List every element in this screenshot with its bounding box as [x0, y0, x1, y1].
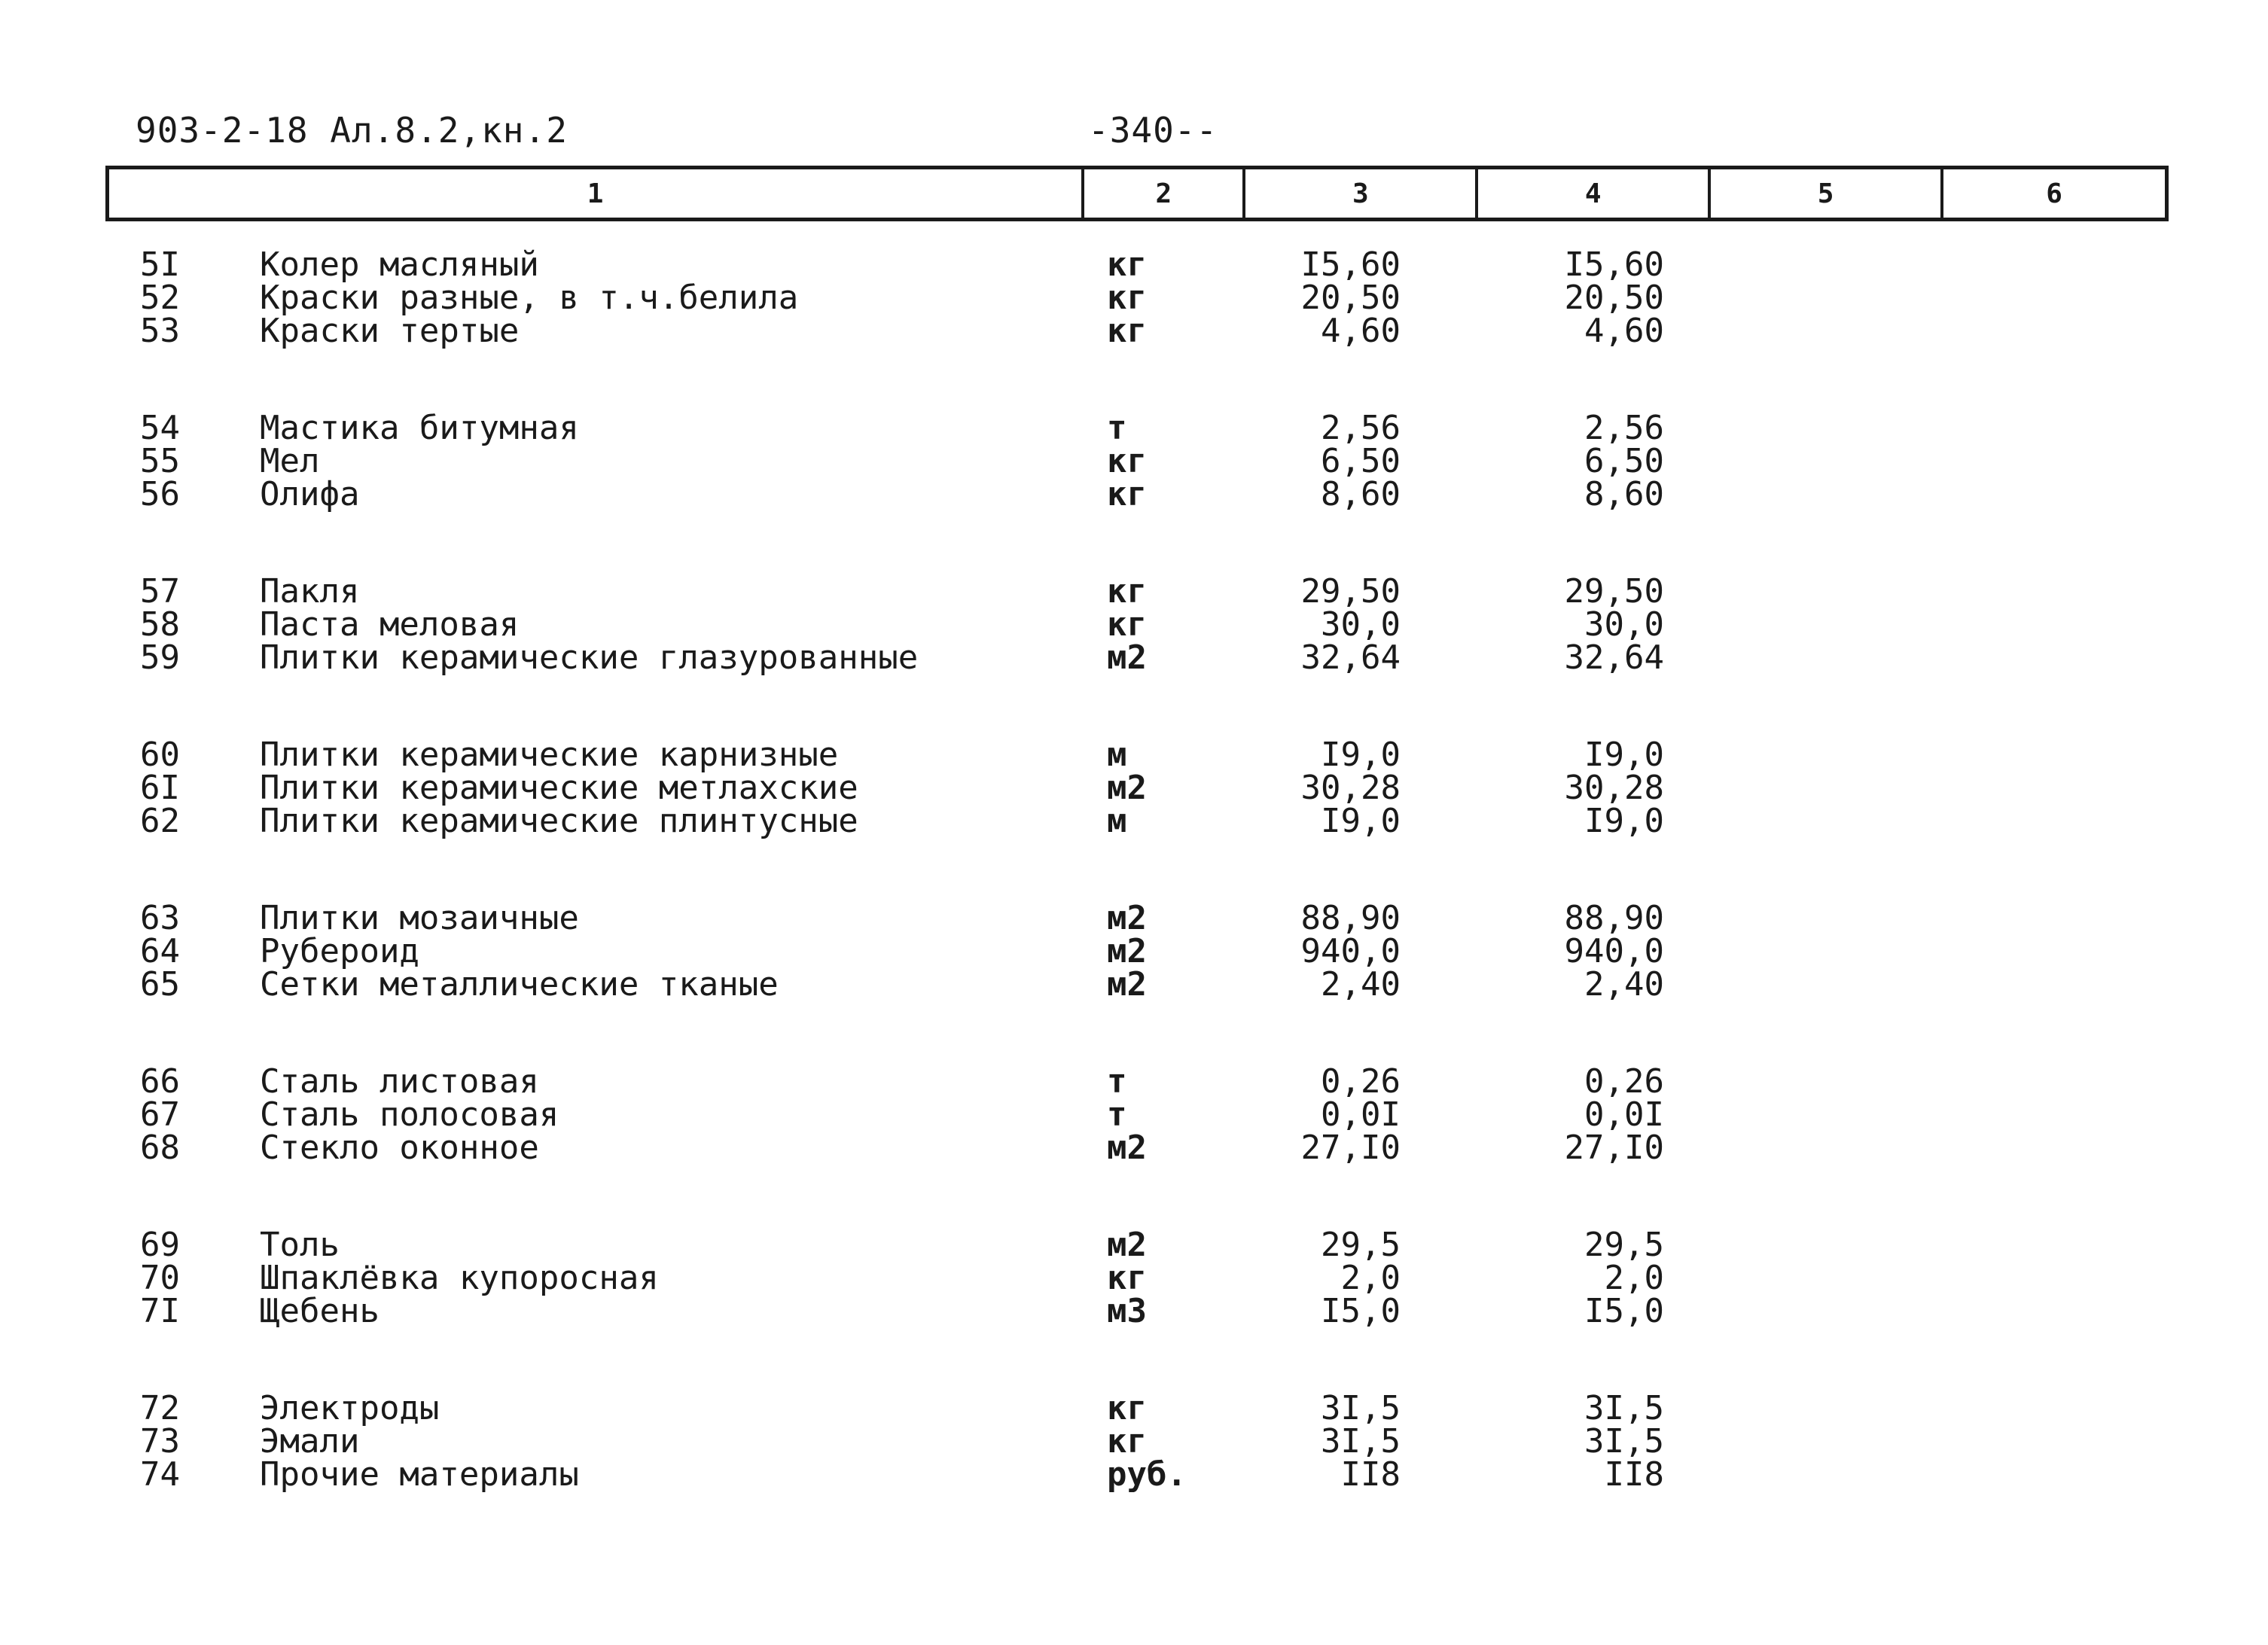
quantity-col-3: 4,60 [1321, 312, 1401, 350]
row-number: 57 [140, 572, 180, 611]
unit-of-measure: м2 [1107, 1129, 1147, 1167]
table-row [0, 409, 2268, 447]
quantity-col-3: 3I,5 [1321, 1389, 1401, 1427]
material-name: Стекло оконное [260, 1129, 539, 1167]
unit-of-measure: кг [1107, 605, 1147, 644]
row-number: 58 [140, 605, 180, 644]
unit-of-measure: м [1107, 736, 1127, 774]
quantity-col-3: 29,50 [1300, 572, 1401, 611]
group-spacer [0, 511, 2268, 575]
material-name: Шпаклёвка купоросная [260, 1259, 659, 1297]
material-name: Мастика битумная [260, 409, 579, 447]
material-name: Толь [260, 1226, 340, 1264]
unit-of-measure: кг [1107, 312, 1147, 350]
quantity-col-3: 0,0I [1321, 1095, 1401, 1134]
quantity-col-4: 30,0 [1584, 605, 1664, 644]
table-row [0, 1259, 2268, 1297]
materials-table [0, 245, 2268, 1494]
row-number: 5I [140, 245, 180, 284]
group-spacer [0, 1165, 2268, 1229]
quantity-col-4: I5,0 [1584, 1292, 1664, 1330]
material-name: Прочие материалы [260, 1455, 579, 1494]
row-number: 67 [140, 1095, 180, 1134]
row-number: 56 [140, 475, 180, 513]
row-number: 55 [140, 442, 180, 480]
unit-of-measure: м2 [1107, 769, 1147, 807]
unit-of-measure: т [1107, 1062, 1127, 1101]
material-name: Колер масляный [260, 245, 539, 284]
row-number: 52 [140, 279, 180, 317]
page-number: -340-- [1088, 110, 1218, 151]
unit-of-measure: м2 [1107, 899, 1147, 937]
group-spacer [0, 838, 2268, 902]
table-row [0, 736, 2268, 774]
quantity-col-3: 940,0 [1300, 932, 1401, 970]
row-number: 7I [140, 1292, 180, 1330]
row-number: 54 [140, 409, 180, 447]
material-name: Мел [260, 442, 320, 480]
table-row [0, 245, 2268, 284]
column-header-5: 5 [1711, 169, 1943, 218]
table-row [0, 1389, 2268, 1427]
quantity-col-4: 30,28 [1564, 769, 1664, 807]
material-name: Плитки керамические карнизные [260, 736, 839, 774]
table-row [0, 572, 2268, 611]
quantity-col-4: 6,50 [1584, 442, 1664, 480]
group-spacer [0, 348, 2268, 412]
material-name: Щебень [260, 1292, 380, 1330]
unit-of-measure: м2 [1107, 638, 1147, 677]
unit-of-measure: кг [1107, 245, 1147, 284]
table-row [0, 442, 2268, 480]
unit-of-measure: м3 [1107, 1292, 1147, 1330]
row-number: 72 [140, 1389, 180, 1427]
material-name: Электроды [260, 1389, 440, 1427]
quantity-col-3: I9,0 [1321, 802, 1401, 840]
table-row [0, 1226, 2268, 1264]
quantity-col-3: 3I,5 [1321, 1422, 1401, 1461]
row-number: 70 [140, 1259, 180, 1297]
row-number: 6I [140, 769, 180, 807]
quantity-col-3: 8,60 [1321, 475, 1401, 513]
row-number: 73 [140, 1422, 180, 1461]
table-row [0, 1292, 2268, 1330]
unit-of-measure: т [1107, 409, 1127, 447]
table-row [0, 932, 2268, 970]
quantity-col-3: 29,5 [1321, 1226, 1401, 1264]
document-code: 903-2-18 Ал.8.2,кн.2 [136, 110, 568, 151]
unit-of-measure: м2 [1107, 965, 1147, 1004]
material-name: Краски разные, в т.ч.белила [260, 279, 799, 317]
quantity-col-3: 32,64 [1300, 638, 1401, 677]
quantity-col-4: I5,60 [1564, 245, 1664, 284]
unit-of-measure: м2 [1107, 932, 1147, 970]
table-row [0, 312, 2268, 350]
table-row [0, 605, 2268, 644]
group-spacer [0, 1001, 2268, 1065]
material-name: Краски тертые [260, 312, 520, 350]
column-header-1: 1 [109, 169, 1084, 218]
quantity-col-3: 20,50 [1300, 279, 1401, 317]
table-row [0, 1095, 2268, 1134]
unit-of-measure: кг [1107, 475, 1147, 513]
row-number: 74 [140, 1455, 180, 1494]
column-header-6: 6 [2046, 178, 2062, 209]
material-name: Плитки керамические плинтусные [260, 802, 858, 840]
table-row [0, 1129, 2268, 1167]
unit-of-measure: кг [1107, 572, 1147, 611]
material-name: Плитки керамические метлахские [260, 769, 858, 807]
material-name: Плитки мозаичные [260, 899, 579, 937]
row-number: 66 [140, 1062, 180, 1101]
quantity-col-3: 27,I0 [1300, 1129, 1401, 1167]
column-header-row [105, 166, 2169, 221]
unit-of-measure: кг [1107, 1259, 1147, 1297]
unit-of-measure: кг [1107, 279, 1147, 317]
quantity-col-3: 88,90 [1300, 899, 1401, 937]
row-number: 64 [140, 932, 180, 970]
row-number: 68 [140, 1129, 180, 1167]
table-row [0, 1455, 2268, 1494]
material-name: Плитки керамические глазурованные [260, 638, 919, 677]
material-name: Олифа [260, 475, 360, 513]
quantity-col-4: 29,5 [1584, 1226, 1664, 1264]
material-name: Сталь листовая [260, 1062, 539, 1101]
row-number: 53 [140, 312, 180, 350]
quantity-col-3: 2,56 [1321, 409, 1401, 447]
material-name: Сетки металлические тканые [260, 965, 779, 1004]
table-row [0, 1062, 2268, 1101]
unit-of-measure: м2 [1107, 1226, 1147, 1264]
quantity-col-4: 4,60 [1584, 312, 1664, 350]
quantity-col-4: 2,56 [1584, 409, 1664, 447]
quantity-col-3: I5,60 [1300, 245, 1401, 284]
unit-of-measure: кг [1107, 1389, 1147, 1427]
group-spacer [0, 1328, 2268, 1392]
table-row [0, 769, 2268, 807]
material-name: Сталь полосовая [260, 1095, 559, 1134]
table-row [0, 1422, 2268, 1461]
quantity-col-4: 2,0 [1604, 1259, 1664, 1297]
table-row [0, 638, 2268, 677]
quantity-col-3: II8 [1340, 1455, 1401, 1494]
material-name: Эмали [260, 1422, 360, 1461]
row-number: 65 [140, 965, 180, 1004]
quantity-col-3: 30,0 [1321, 605, 1401, 644]
quantity-col-3: I9,0 [1321, 736, 1401, 774]
unit-of-measure: руб. [1107, 1455, 1187, 1494]
unit-of-measure: т [1107, 1095, 1127, 1134]
unit-of-measure: кг [1107, 1422, 1147, 1461]
column-header-3: 3 [1245, 169, 1478, 218]
quantity-col-4: 88,90 [1564, 899, 1664, 937]
material-name: Паста меловая [260, 605, 520, 644]
quantity-col-4: I9,0 [1584, 736, 1664, 774]
table-row [0, 279, 2268, 317]
row-number: 63 [140, 899, 180, 937]
quantity-col-4: 3I,5 [1584, 1389, 1664, 1427]
unit-of-measure: м [1107, 802, 1127, 840]
quantity-col-4: 27,I0 [1564, 1129, 1664, 1167]
quantity-col-4: 3I,5 [1584, 1422, 1664, 1461]
quantity-col-3: I5,0 [1321, 1292, 1401, 1330]
quantity-col-3: 6,50 [1321, 442, 1401, 480]
table-row [0, 475, 2268, 513]
quantity-col-4: 940,0 [1564, 932, 1664, 970]
column-header-2: 2 [1084, 169, 1245, 218]
quantity-col-4: II8 [1604, 1455, 1664, 1494]
row-number: 59 [140, 638, 180, 677]
quantity-col-3: 30,28 [1300, 769, 1401, 807]
quantity-col-4: 8,60 [1584, 475, 1664, 513]
row-number: 62 [140, 802, 180, 840]
material-name: Пакля [260, 572, 360, 611]
column-header-4: 4 [1478, 169, 1711, 218]
table-row [0, 802, 2268, 840]
quantity-col-3: 2,0 [1340, 1259, 1401, 1297]
table-row [0, 899, 2268, 937]
table-row [0, 965, 2268, 1004]
quantity-col-4: 0,0I [1584, 1095, 1664, 1134]
quantity-col-4: 29,50 [1564, 572, 1664, 611]
unit-of-measure: кг [1107, 442, 1147, 480]
quantity-col-4: I9,0 [1584, 802, 1664, 840]
row-number: 69 [140, 1226, 180, 1264]
row-number: 60 [140, 736, 180, 774]
quantity-col-4: 2,40 [1584, 965, 1664, 1004]
quantity-col-4: 20,50 [1564, 279, 1664, 317]
quantity-col-3: 0,26 [1321, 1062, 1401, 1101]
material-name: Рубероид [260, 932, 419, 970]
group-spacer [0, 675, 2268, 739]
quantity-col-3: 2,40 [1321, 965, 1401, 1004]
quantity-col-4: 0,26 [1584, 1062, 1664, 1101]
quantity-col-4: 32,64 [1564, 638, 1664, 677]
